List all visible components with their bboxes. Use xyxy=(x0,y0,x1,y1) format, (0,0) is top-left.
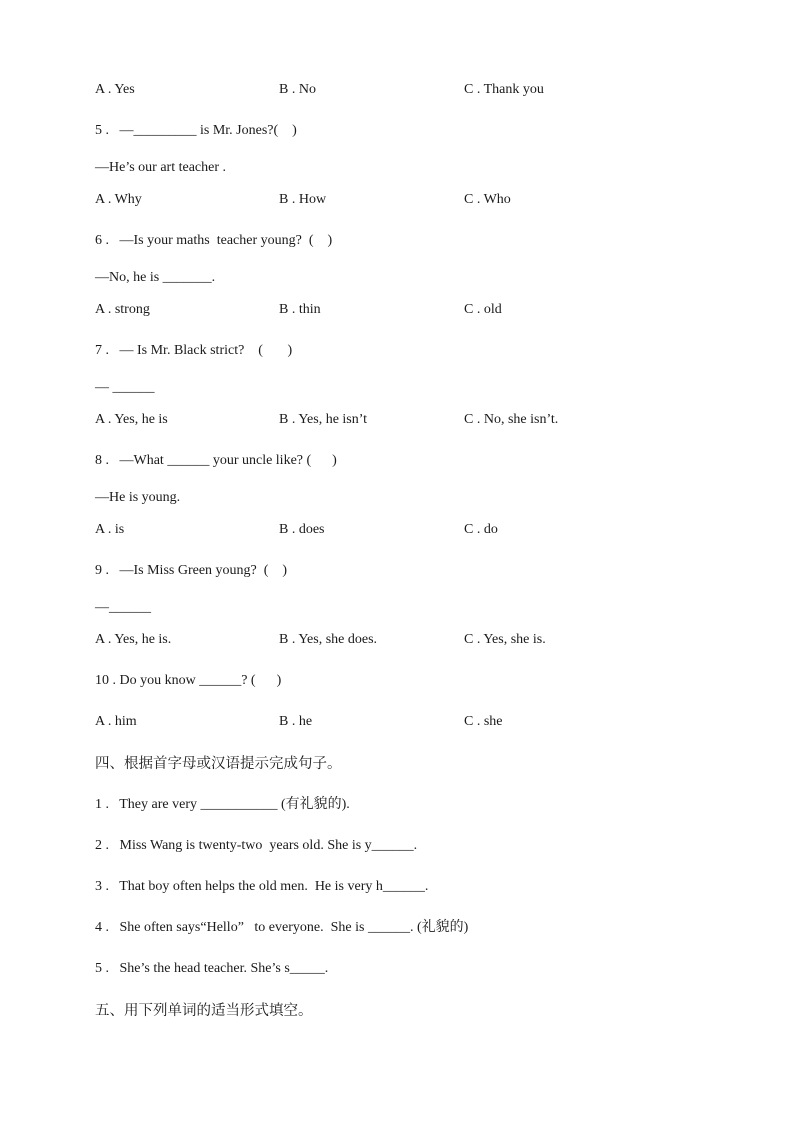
option-b: B . How xyxy=(279,192,327,207)
option-c: C . she xyxy=(464,714,503,729)
option-b: B . Yes, she does. xyxy=(279,632,378,647)
option-b: B . Yes, he isn’t xyxy=(279,412,368,427)
section-4-item-5: 5 . She’s the head teacher. She’s s_____. xyxy=(95,961,329,976)
section-heading: 四、根据首字母或汉语提示完成句子。 xyxy=(95,756,342,772)
option-c: C . Who xyxy=(464,192,511,207)
question-stem: 6 . —Is your maths teacher young? ( ) xyxy=(95,233,333,248)
question-stem: 8 . —What ______ your uncle like? ( ) xyxy=(95,453,337,468)
question-response: —He’s our art teacher . xyxy=(95,160,226,175)
option-b: B . does xyxy=(279,522,325,537)
question-response: —______ xyxy=(95,600,151,615)
option-a: A . Yes, he is xyxy=(95,412,168,427)
option-a: A . strong xyxy=(95,302,150,317)
option-a: A . Why xyxy=(95,192,142,207)
question-stem: 9 . —Is Miss Green young? ( ) xyxy=(95,563,288,578)
section-4-item-4: 4 . She often says“Hello” to everyone. She is ______. (礼貌的) xyxy=(95,920,469,935)
question-stem: 7 . — Is Mr. Black strict? ( ) xyxy=(95,343,293,358)
option-a: A . Yes, he is. xyxy=(95,632,172,647)
question-response: —He is young. xyxy=(95,490,181,505)
question-stem: 5 . —_________ is Mr. Jones?( ) xyxy=(95,123,297,138)
option-b: B . he xyxy=(279,714,313,729)
question-stem: 10 . Do you know ______? ( ) xyxy=(95,673,282,688)
section-4-item-3: 3 . That boy often helps the old men. He is very h______. xyxy=(95,879,429,894)
option-c: C . No, she isn’t. xyxy=(464,412,559,427)
option-a: A . is xyxy=(95,522,125,537)
section-heading: 五、用下列单词的适当形式填空。 xyxy=(95,1003,313,1019)
option-c: C . do xyxy=(464,522,498,537)
question-response: —No, he is _______. xyxy=(95,270,216,285)
question-response: — ______ xyxy=(95,380,155,395)
option-a: A . Yes xyxy=(95,82,135,97)
option-c: C . old xyxy=(464,302,502,317)
section-4-item-2: 2 . Miss Wang is twenty-two years old. She is y______. xyxy=(95,838,418,853)
option-b: B . No xyxy=(279,82,316,97)
option-c: C . Thank you xyxy=(464,82,544,97)
section-4-item-1: 1 . They are very ___________ (有礼貌的). xyxy=(95,797,350,812)
option-b: B . thin xyxy=(279,302,321,317)
option-a: A . him xyxy=(95,714,137,729)
option-c: C . Yes, she is. xyxy=(464,632,546,647)
